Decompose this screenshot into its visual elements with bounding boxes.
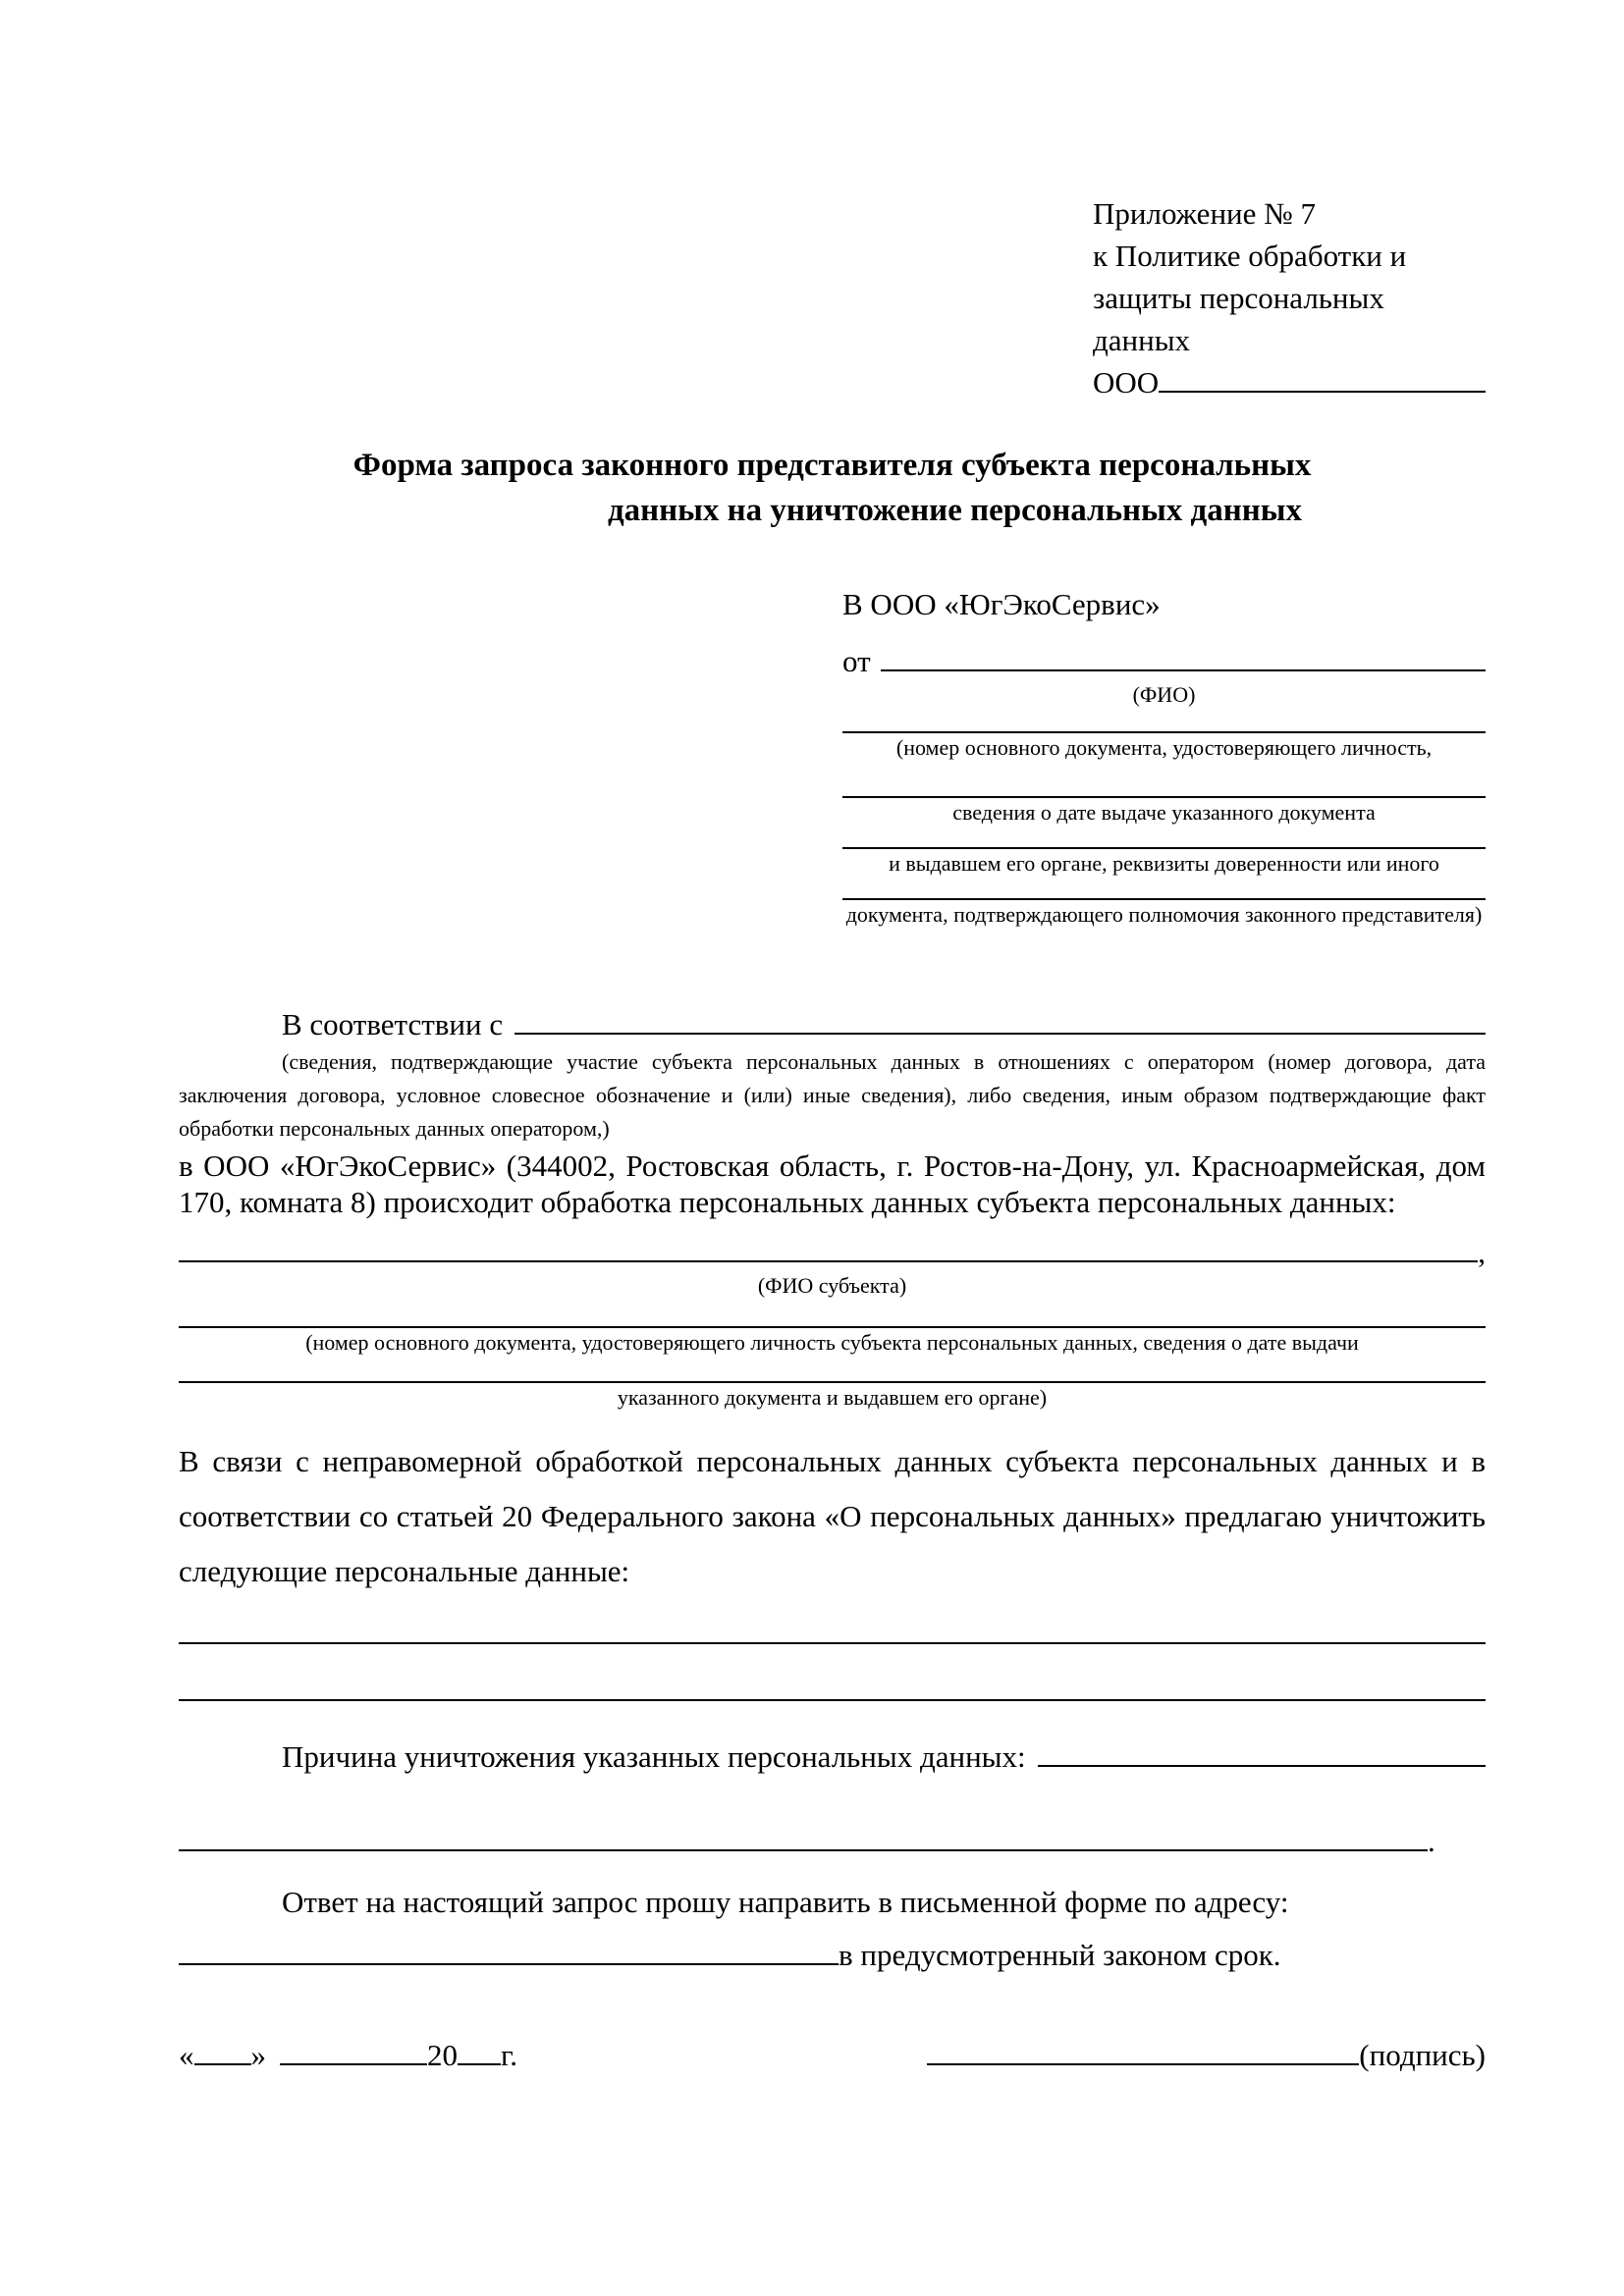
according-label: В соответствии с (282, 1007, 504, 1041)
reply-address-row (179, 1937, 1486, 1974)
document-content (179, 0, 1486, 2074)
id-doc-caption-4: документа, подтверждающего полномочия законного представителя) (845, 902, 1483, 927)
form-title (179, 443, 1486, 533)
form-title-line1: Форма запроса законного представителя субъекта персональных (352, 448, 1312, 483)
reply-suffix: в предусмотренный законом срок. (839, 1938, 1281, 1972)
reason-blank-2 (179, 1849, 1428, 1851)
demand-paragraph: В связи с неправомерной обработкой персональных данных субъекта персональных данных и в соответствии со статьей 20 Федерального закона «О персональных данных» предлагаю уничтожить следующие персональные данные: (179, 1444, 1486, 1588)
id-doc-caption-1: (номер основного документа, удостоверяющего личность, (895, 735, 1433, 760)
signature-group (927, 2037, 1486, 2074)
reply-paragraph: Ответ на настоящий запрос прошу направить в письменной форме по адресу: (282, 1885, 1289, 1919)
operator-paragraph: в ООО «ЮгЭкоСервис» (344002, Ростовская область, г. Ростов-на-Дону, ул. Красноармейская, дом 170, комната 8) происходит обработка персональных данных субъекта персональных данных: (179, 1148, 1486, 1219)
annex-company-row (1093, 361, 1486, 403)
reply-address-blank (179, 1963, 839, 1965)
date-close-quote: » (250, 2038, 266, 2072)
according-blank (514, 1033, 1486, 1035)
subject-doc-caption-2: указанного документа и выдавшем его органе) (617, 1385, 1048, 1410)
year-prefix: 20 (427, 2038, 458, 2072)
annex-policy-line1: к Политике обработки и (1093, 239, 1407, 273)
subject-fio-row (179, 1234, 1486, 1271)
reason-line-suffix: . (1428, 1824, 1435, 1858)
according-caption: (сведения, подтверждающие участие субъекта персональных данных в отношениях с оператором (номер договора, дата заключения договора, условное словесное обозначение и (или) иные сведения), либо сведения, иным образом подтверждающие факт обработки персональных данных оператором,) (179, 1049, 1486, 1141)
company-prefix: ООО (1093, 365, 1160, 400)
date-group (179, 2037, 517, 2074)
reason-blank-1 (1038, 1765, 1486, 1767)
addressee-to: В ООО «ЮгЭкоСервис» (842, 587, 1161, 621)
id-doc-blank-3 (842, 847, 1486, 849)
reason-line-row (179, 1823, 1486, 1860)
date-month-blank (280, 2063, 427, 2065)
subject-fio-caption: (ФИО субъекта) (757, 1273, 907, 1298)
company-name-blank (1159, 391, 1486, 393)
reason-label: Причина уничтожения указанных персональных данных: (282, 1739, 1026, 1774)
according-row (179, 1006, 1486, 1043)
id-doc-blank-2 (842, 796, 1486, 798)
id-doc-field-1 (842, 731, 1486, 761)
data-to-destroy-blank-2 (179, 1699, 1486, 1701)
date-year-blank (458, 2063, 501, 2065)
date-day-blank (194, 2063, 251, 2065)
signature-blank (927, 2063, 1359, 2065)
form-title-line2: данных на уничтожение персональных данных (607, 493, 1303, 528)
from-row (842, 643, 1486, 680)
header-note (1093, 192, 1486, 403)
id-doc-field-4 (842, 898, 1486, 928)
subject-line-suffix: , (1478, 1235, 1486, 1269)
year-suffix: г. (501, 2038, 517, 2072)
reason-row (179, 1738, 1486, 1776)
annex-number: Приложение № 7 (1093, 196, 1316, 231)
footer-row (179, 2037, 1486, 2074)
id-doc-blank-1 (842, 731, 1486, 733)
subject-doc-caption-1: (номер основного документа, удостоверяющего личность субъекта персональных данных, сведения о дате выдачи (305, 1330, 1359, 1355)
data-to-destroy-blank-1 (179, 1642, 1486, 1644)
id-doc-field-3 (842, 847, 1486, 877)
subject-doc-blank-1 (179, 1326, 1486, 1328)
subject-fio-blank (179, 1260, 1478, 1262)
id-doc-caption-3: и выдавшем его органе, реквизиты доверенности или иного (889, 851, 1439, 876)
id-doc-field-2 (842, 796, 1486, 826)
fio-caption: (ФИО) (1132, 682, 1196, 707)
addressee-block (842, 586, 1486, 928)
signature-caption: (подпись) (1359, 2038, 1486, 2072)
id-doc-caption-2: сведения о дате выдаче указанного документа (952, 800, 1376, 825)
from-label: от (842, 644, 871, 678)
annex-policy-line2: защиты персональных данных (1093, 281, 1384, 357)
from-name-blank (881, 669, 1486, 671)
id-doc-blank-4 (842, 898, 1486, 900)
subject-doc-blank-2 (179, 1381, 1486, 1383)
date-open-quote: « (179, 2038, 194, 2072)
